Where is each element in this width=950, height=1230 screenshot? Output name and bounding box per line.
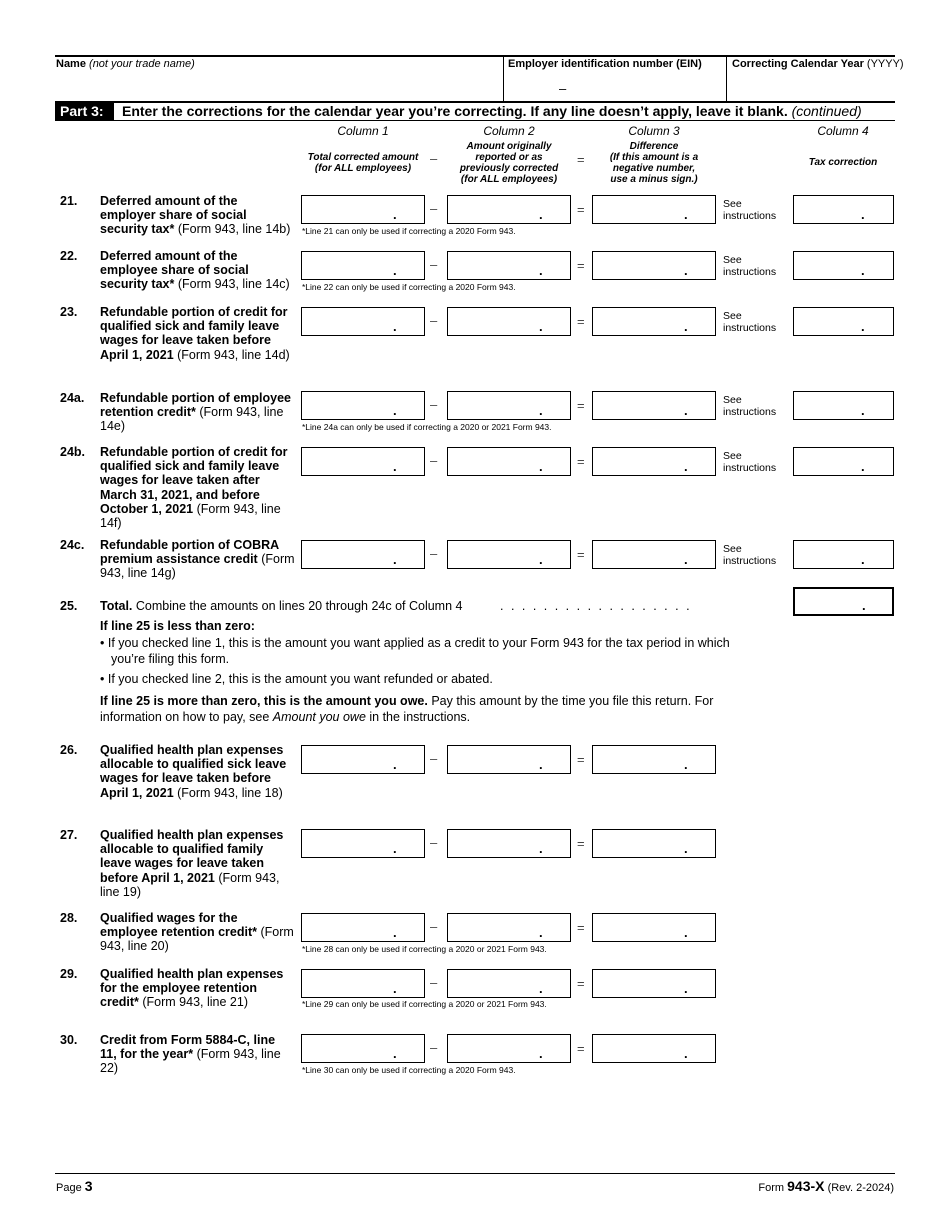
line-21-note: *Line 21 can only be used if correcting a 2020 Form 943. <box>302 226 516 236</box>
line-21-see-instructions[interactable]: See instructions <box>723 198 777 222</box>
line-25-less-heading: If line 25 is less than zero: <box>100 619 255 633</box>
line-30-number: 30. <box>60 1033 78 1047</box>
line-22-note: *Line 22 can only be used if correcting a 2020 Form 943. <box>302 282 516 292</box>
ein-label: Employer identification number (EIN) <box>508 58 702 70</box>
part-title: Enter the corrections for the calendar year you’re correcting. If any line doesn’t apply, leave it blank. (continued) <box>122 103 862 119</box>
line-21-column-2[interactable]: . <box>447 195 571 224</box>
line-24c-minus: – <box>430 546 438 561</box>
line-23-equals: = <box>577 314 585 329</box>
line-24c-number: 24c. <box>60 538 85 552</box>
line-24b-column-1[interactable]: . <box>301 447 425 476</box>
line-24a-equals: = <box>577 398 585 413</box>
line-23-column-3[interactable]: . <box>592 307 716 336</box>
column-2-title: Column 2 <box>483 124 535 138</box>
line-29-equals: = <box>577 976 585 991</box>
part-tag: Part 3: <box>55 102 114 121</box>
line-28-description: Qualified wages for the employee retention credit* (Form 943, line 20) <box>100 911 294 954</box>
line-21-column-1[interactable]: . <box>301 195 425 224</box>
line-25-leader: . . . . . . . . . . . . . . . . . . <box>500 599 692 613</box>
line-22-number: 22. <box>60 249 78 263</box>
header-equals: = <box>577 152 585 167</box>
line-26-minus: – <box>430 751 438 766</box>
line-22-column-1[interactable]: . <box>301 251 425 280</box>
line-24a-number: 24a. <box>60 391 85 405</box>
column-4-desc: Tax correction <box>808 157 878 168</box>
line-24c-column-4[interactable]: . <box>793 540 894 569</box>
year-label: Correcting Calendar Year (YYYY) <box>732 58 904 70</box>
line-21-number: 21. <box>60 194 78 208</box>
line-27-number: 27. <box>60 828 78 842</box>
line-24a-note: *Line 24a can only be used if correcting a 2020 or 2021 Form 943. <box>302 422 552 432</box>
line-30-minus: – <box>430 1040 438 1055</box>
line-25-description: Total. Combine the amounts on lines 20 through 24c of Column 4 <box>100 599 463 613</box>
line-21-equals: = <box>577 202 585 217</box>
line-24c-column-1[interactable]: . <box>301 540 425 569</box>
line-30-note: *Line 30 can only be used if correcting a 2020 Form 943. <box>302 1065 516 1075</box>
line-29-column-3[interactable]: . <box>592 969 716 998</box>
line-27-column-3[interactable]: . <box>592 829 716 858</box>
column-4-title: Column 4 <box>817 124 869 138</box>
line-21-description: Deferred amount of the employer share of social security tax* (Form 943, line 14b) <box>100 194 291 237</box>
line-24c-column-2[interactable]: . <box>447 540 571 569</box>
line-23-minus: – <box>430 313 438 328</box>
page-number: Page 3 <box>56 1178 93 1194</box>
line-28-column-2[interactable]: . <box>447 913 571 942</box>
line-24b-column-3[interactable]: . <box>592 447 716 476</box>
line-24c-description: Refundable portion of COBRA premium assistance credit (Form 943, line 14g) <box>100 538 295 581</box>
line-22-see-instructions[interactable]: See instructions <box>723 254 777 278</box>
line-30-equals: = <box>577 1041 585 1056</box>
line-24b-column-4[interactable]: . <box>793 447 894 476</box>
line-22-column-3[interactable]: . <box>592 251 716 280</box>
line-25-bullet-2: • If you checked line 2, this is the amount you want refunded or abated. <box>100 672 493 686</box>
line-30-description: Credit from Form 5884-C, line 11, for the year* (Form 943, line 22) <box>100 1033 281 1076</box>
line-26-description: Qualified health plan expenses allocable to qualified sick leave wages for leave taken before April 1, 2021 (Form 943, line 18) <box>100 743 287 800</box>
line-29-number: 29. <box>60 967 78 981</box>
line-29-description: Qualified health plan expenses for the employee retention credit* (Form 943, line 21) <box>100 967 284 1010</box>
line-21-column-4[interactable]: . <box>793 195 894 224</box>
year-field[interactable] <box>732 72 892 99</box>
header-minus: – <box>430 151 438 166</box>
line-26-equals: = <box>577 752 585 767</box>
form-id: Form 943-X (Rev. 2-2024) <box>758 1178 894 1194</box>
line-29-column-1[interactable]: . <box>301 969 425 998</box>
line-30-column-1[interactable]: . <box>301 1034 425 1063</box>
line-28-number: 28. <box>60 911 78 925</box>
line-24b-equals: = <box>577 454 585 469</box>
line-24c-column-3[interactable]: . <box>592 540 716 569</box>
line-24b-minus: – <box>430 453 438 468</box>
line-23-column-1[interactable]: . <box>301 307 425 336</box>
line-24b-description: Refundable portion of credit for qualified sick and family leave wages for leave taken after March 31, 2021, and before October 1, 2021 (Form 943, line 14f) <box>100 445 288 531</box>
line-24c-equals: = <box>577 547 585 562</box>
line-27-minus: – <box>430 835 438 850</box>
line-25-more-than-zero: If line 25 is more than zero, this is the amount you owe. Pay this amount by the time you file this return. For information on how to pay, see Amount you owe in the instructions. <box>100 694 714 724</box>
line-30-column-3[interactable]: . <box>592 1034 716 1063</box>
line-27-description: Qualified health plan expenses allocable to qualified family leave wages for leave taken before April 1, 2021 (Form 943, line 19) <box>100 828 284 899</box>
line-28-note: *Line 28 can only be used if correcting a 2020 or 2021 Form 943. <box>302 944 547 954</box>
column-3-desc: Difference (If this amount is a negative number, use a minus sign.) <box>609 141 699 185</box>
ein-field[interactable] <box>508 72 722 99</box>
line-29-minus: – <box>430 975 438 990</box>
line-23-see-instructions[interactable]: See instructions <box>723 310 777 334</box>
line-25-bullet-1: • If you checked line 1, this is the amount you want applied as a credit to your Form 943 for the tax period in which you’re filing this form. <box>100 636 730 666</box>
line-24a-column-3[interactable]: . <box>592 391 716 420</box>
column-3-title: Column 3 <box>628 124 680 138</box>
line-24a-column-2[interactable]: . <box>447 391 571 420</box>
line-21-column-3[interactable]: . <box>592 195 716 224</box>
line-28-minus: – <box>430 919 438 934</box>
line-24a-column-4[interactable]: . <box>793 391 894 420</box>
line-25-total[interactable]: . <box>793 587 894 616</box>
line-30-column-2[interactable]: . <box>447 1034 571 1063</box>
line-21-minus: – <box>430 201 438 216</box>
column-2-desc: Amount originally reported or as previously corrected (for ALL employees) <box>459 141 559 185</box>
name-field[interactable] <box>58 72 498 99</box>
line-26-column-2[interactable]: . <box>447 745 571 774</box>
line-23-column-2[interactable]: . <box>447 307 571 336</box>
line-27-column-2[interactable]: . <box>447 829 571 858</box>
line-23-number: 23. <box>60 305 78 319</box>
line-22-description: Deferred amount of the employee share of social security tax* (Form 943, line 14c) <box>100 249 290 292</box>
line-22-equals: = <box>577 258 585 273</box>
line-28-equals: = <box>577 920 585 935</box>
line-24c-see-instructions[interactable]: See instructions <box>723 543 777 567</box>
line-29-column-2[interactable]: . <box>447 969 571 998</box>
line-24b-number: 24b. <box>60 445 86 459</box>
name-label: Name (not your trade name) <box>56 58 195 70</box>
line-25-number: 25. <box>60 599 78 613</box>
line-23-description: Refundable portion of credit for qualified sick and family leave wages for leave taken before April 1, 2021 (Form 943, line 14d) <box>100 305 290 362</box>
line-23-column-4[interactable]: . <box>793 307 894 336</box>
line-22-column-2[interactable]: . <box>447 251 571 280</box>
line-26-column-3[interactable]: . <box>592 745 716 774</box>
column-1-title: Column 1 <box>337 124 389 138</box>
ein-dash: – <box>559 81 567 96</box>
line-22-minus: – <box>430 257 438 272</box>
line-24a-minus: – <box>430 397 438 412</box>
line-28-column-3[interactable]: . <box>592 913 716 942</box>
line-27-equals: = <box>577 836 585 851</box>
line-22-column-4[interactable]: . <box>793 251 894 280</box>
line-24b-see-instructions[interactable]: See instructions <box>723 450 777 474</box>
line-24b-column-2[interactable]: . <box>447 447 571 476</box>
line-28-column-1[interactable]: . <box>301 913 425 942</box>
line-24a-description: Refundable portion of employee retention credit* (Form 943, line 14e) <box>100 391 291 434</box>
line-27-column-1[interactable]: . <box>301 829 425 858</box>
column-1-desc: Total corrected amount (for ALL employees) <box>307 152 419 174</box>
line-26-number: 26. <box>60 743 78 757</box>
line-24a-see-instructions[interactable]: See instructions <box>723 394 777 418</box>
line-24a-column-1[interactable]: . <box>301 391 425 420</box>
line-26-column-1[interactable]: . <box>301 745 425 774</box>
line-29-note: *Line 29 can only be used if correcting a 2020 or 2021 Form 943. <box>302 999 547 1009</box>
